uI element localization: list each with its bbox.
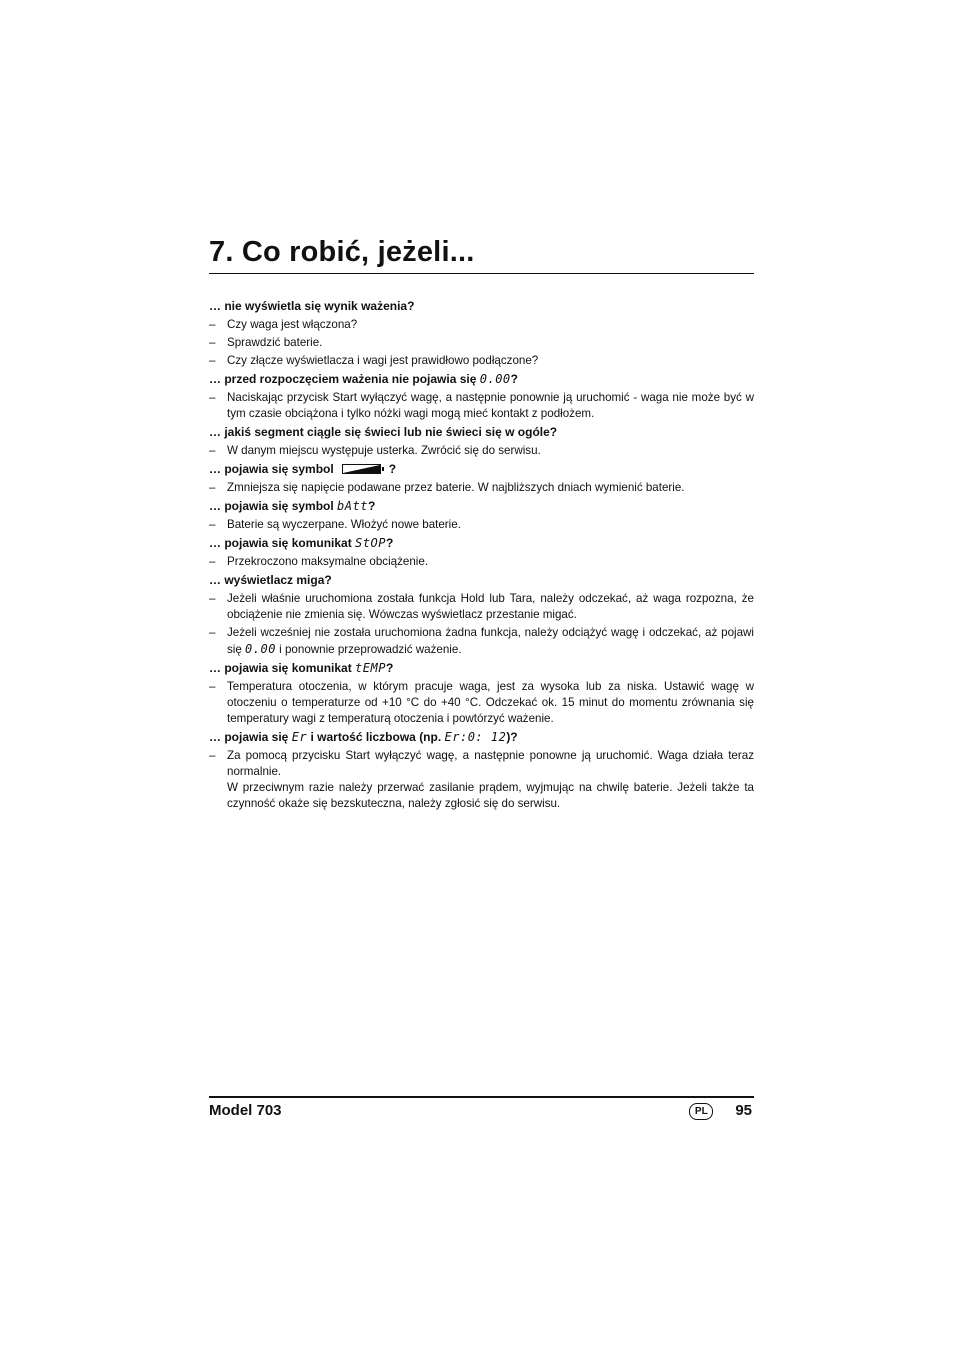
answer-item: [209, 335, 754, 351]
answer-item: [209, 443, 754, 459]
title-divider: [209, 273, 754, 274]
footer-right: [689, 1102, 754, 1120]
answer-text: Jeżeli wcześniej nie została uruchomiona żadna funkcja, należy odciążyć wagę i odczekać, aż pojawi się: [227, 626, 754, 656]
answer-item: [209, 591, 754, 623]
question-text: … pojawia się komunikat: [209, 536, 356, 550]
answer-text: W przeciwnym razie należy przerwać zasilanie prądem, wyjmując na chwilę baterie. Jeżeli także ta czynność okaże się bezskuteczna, należy zgłosić się do serwisu.: [227, 781, 754, 810]
dash: –: [209, 592, 216, 605]
question: … wyświetlacz miga?: [209, 573, 332, 587]
dash: –: [209, 318, 216, 331]
answer-item: [209, 554, 754, 570]
question-text: … przed rozpoczęciem ważenia nie pojawia się: [209, 372, 480, 386]
answer-item: [209, 679, 754, 727]
answer-text: Temperatura otoczenia, w którym pracuje waga, jest za wysoka lub za niska. Ustawić wagę w otoczeniu o temperaturze od +10 °C do +40 °C. Odczekać ok. 15 minut do momentu zrównania się temperatury wagi z temperaturą otoczenia i powtórzyć ważenie.: [227, 680, 754, 725]
page-number: 95: [735, 1102, 752, 1119]
answer-text: Sprawdzić baterie.: [227, 336, 323, 349]
question-text: … pojawia się symbol: [209, 462, 334, 476]
lcd-code: StOP: [355, 536, 386, 550]
question-text: ?: [367, 499, 376, 513]
lcd-code: tEMP: [355, 661, 386, 675]
lcd-code: 0.00: [479, 372, 511, 386]
answer-text: Baterie są wyczerpane. Włożyć nowe baterie.: [227, 518, 461, 531]
answer-text: W danym miejscu występuje usterka. Zwrócić się do serwisu.: [227, 444, 541, 457]
dash: –: [209, 481, 216, 494]
question: [209, 461, 754, 477]
answer-text: Naciskając przycisk Start wyłączyć wagę, a następnie ponownie ją uruchomić - waga nie może być w tym czasie obciążona i tylko nóżki wagi mogą mieć kontakt z podłożem.: [227, 391, 754, 420]
answer-item: [209, 353, 754, 369]
question-text: … pojawia się: [209, 730, 292, 744]
dash: –: [209, 336, 216, 349]
dash: –: [209, 518, 216, 531]
question: [209, 371, 754, 387]
dash: –: [209, 391, 216, 404]
answer-item: [209, 625, 754, 658]
footer-divider: [209, 1096, 754, 1098]
troubleshooting-list: [209, 298, 754, 814]
lcd-code: bAtt: [337, 499, 368, 513]
footer-model: Model 703: [209, 1102, 282, 1119]
answer-text: i ponownie przeprowadzić ważenie.: [275, 643, 462, 656]
answer-text: Jeżeli właśnie uruchomiona została funkcja Hold lub Tara, należy odczekać, aż waga rozpozna, że obciążenie nie zmienia się. Wówczas wyświetlacz przestanie migać.: [227, 592, 754, 621]
language-badge: PL: [689, 1103, 713, 1120]
question: [209, 498, 754, 514]
answer-text: Czy złącze wyświetlacza i wagi jest prawidłowo podłączone?: [227, 354, 539, 367]
dash: –: [209, 354, 216, 367]
dash: –: [209, 680, 216, 693]
dash: –: [209, 749, 216, 762]
answer-text: Zmniejsza się napięcie podawane przez baterie. W najbliższych dniach wymienić baterie.: [227, 481, 685, 494]
dash: –: [209, 555, 216, 568]
answer-text: Przekroczono maksymalne obciążenie.: [227, 555, 429, 568]
lcd-code: Er: [291, 730, 308, 744]
question: [209, 535, 754, 551]
page-title: 7. Co robić, jeżeli...: [209, 236, 475, 268]
answer-text: Czy waga jest włączona?: [227, 318, 358, 331]
answer-item: [209, 748, 754, 812]
question: … nie wyświetla się wynik ważenia?: [209, 299, 415, 313]
answer-item: [209, 480, 754, 496]
lcd-code: 0.00: [245, 642, 276, 656]
answer-item: [209, 517, 754, 533]
question-text: ?: [510, 372, 518, 386]
battery-low-icon: [342, 464, 381, 474]
question-text: i wartość liczbowa (np.: [307, 730, 445, 744]
question: … jakiś segment ciągle się świeci lub nie świeci się w ogóle?: [209, 425, 558, 439]
dash: –: [209, 444, 216, 457]
question: [209, 729, 754, 745]
answer-item: [209, 317, 754, 333]
dash: –: [209, 626, 216, 639]
answer-text: Za pomocą przycisku Start wyłączyć wagę, a następnie ponowne ją uruchomić. Waga działa teraz normalnie.: [227, 749, 754, 778]
question-text: )?: [506, 730, 518, 744]
question: [209, 660, 754, 676]
question-text: ?: [388, 462, 397, 476]
question-text: … pojawia się symbol: [209, 499, 338, 513]
lcd-code: Er:0: 12: [444, 730, 507, 744]
answer-item: [209, 390, 754, 422]
question-text: … pojawia się komunikat: [209, 661, 356, 675]
question-text: ?: [385, 536, 394, 550]
question-text: ?: [385, 661, 394, 675]
